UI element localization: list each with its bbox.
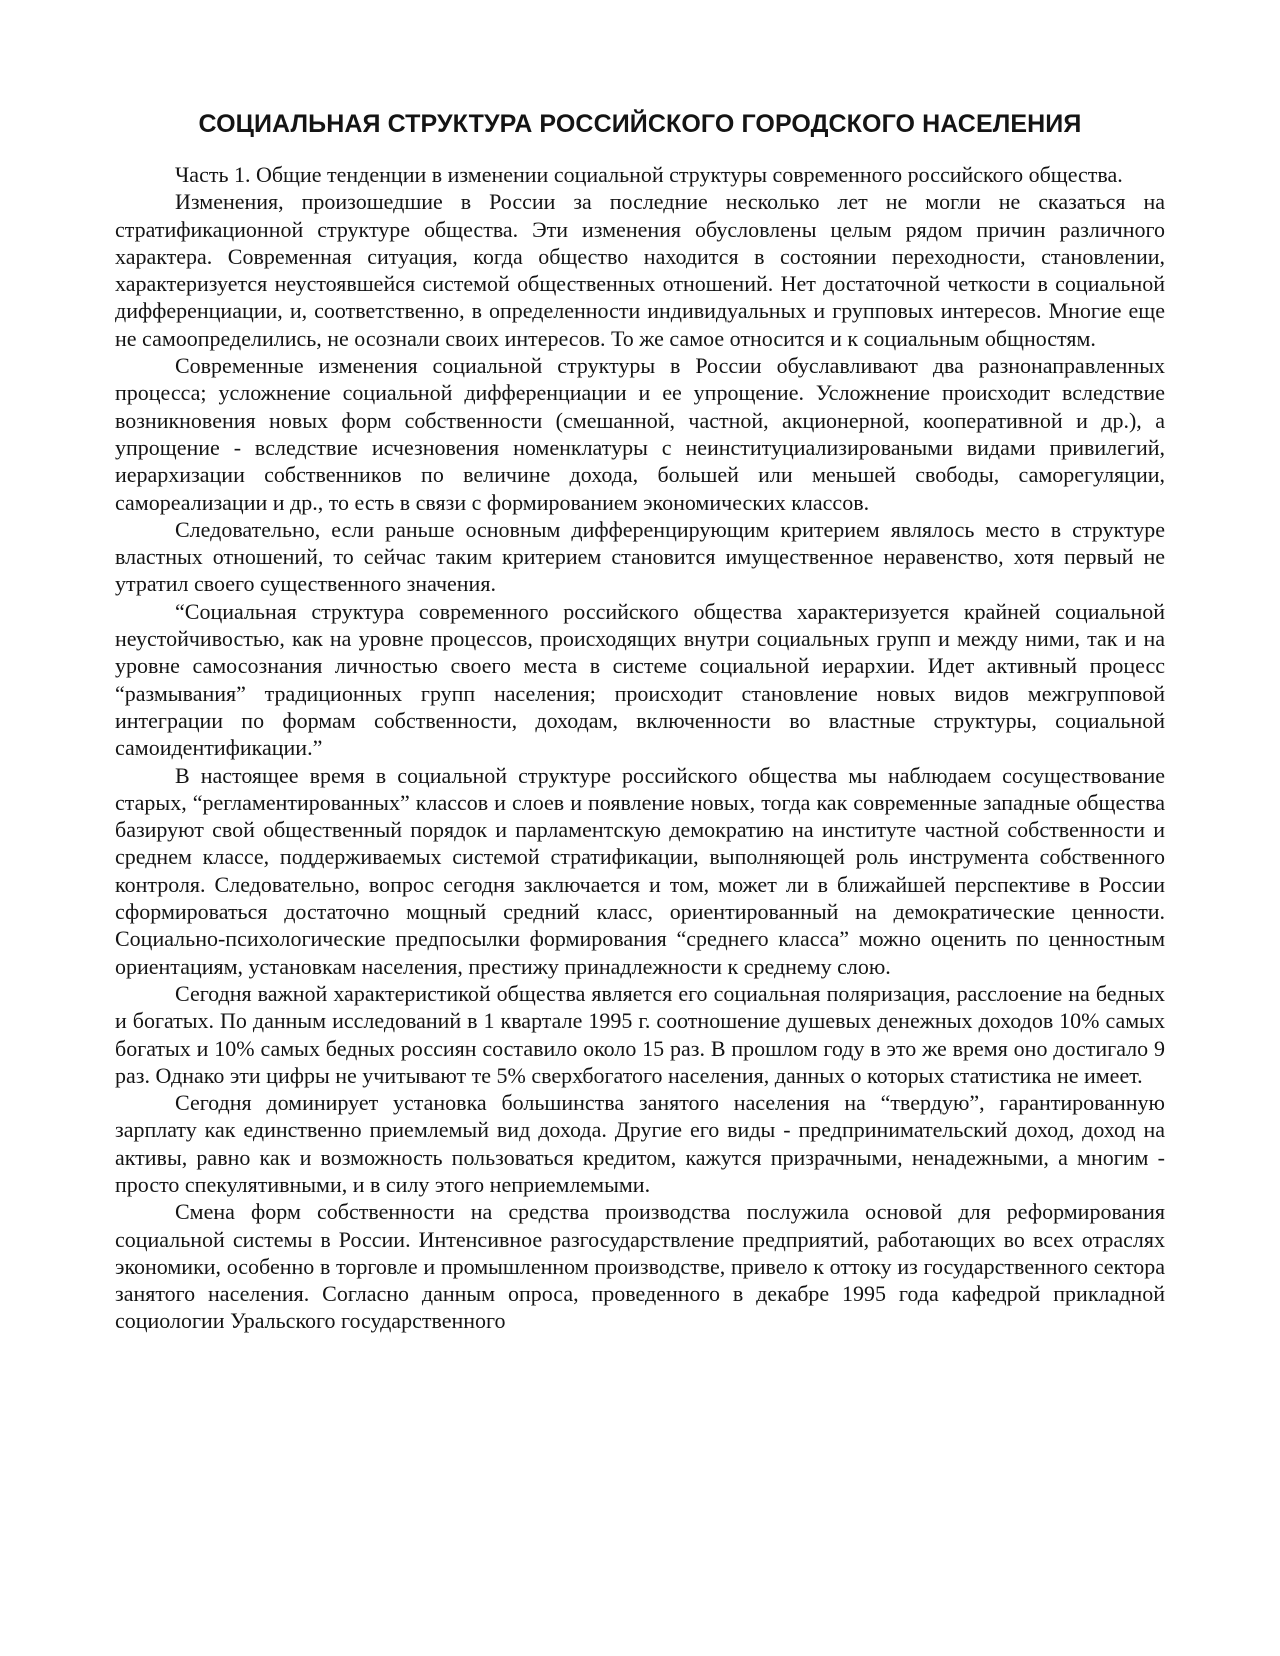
- paragraph: “Социальная структура современного российского общества характеризуется крайней социальной неустойчивостью, как на уровне процессов, происходящих внутри социальных групп и между ними, так и на уровне самосознания личностью своего места в системе социальной иерархии. Идет активный процесс “размывания” традиционных групп населения; происходит становление новых видов межгрупповой интеграции по формам собственности, доходам, включенности во властные структуры, социальной самоидентификации.”: [115, 598, 1165, 761]
- document-page: [115, 110, 1165, 1335]
- paragraph: Смена форм собственности на средства производства послужила основой для реформирования социальной системы в России. Интенсивное разгосударствление предприятий, работающих во всех отраслях экономики, особенно в торговле и промышленном производстве, привело к оттоку из государственного сектора занятого населения. Согласно данным опроса, проведенного в декабре 1995 года кафедрой прикладной социологии Уральского государственного: [115, 1199, 1165, 1334]
- document-title: СОЦИАЛЬНАЯ СТРУКТУРА РОССИЙСКОГО ГОРОДСКОГО НАСЕЛЕНИЯ: [198, 110, 1082, 138]
- paragraph: Современные изменения социальной структуры в России обуславливают два разнонаправленных процесса; усложнение социальной дифференциации и ее упрощение. Усложнение происходит вследствие возникновения новых форм собственности (смешанной, частной, акционерной, кооперативной и др.), а упрощение - вследствие исчезновения номенклатуры с неинституциализироваными видами привилегий, иерархизации собственников по величине дохода, большей или меньшей свободы, саморегуляции, самореализации и др., то есть в связи с формированием экономических классов.: [115, 353, 1165, 515]
- paragraph: Следовательно, если раньше основным дифференцирующим критерием являлось место в структуре властных отношений, то сейчас таким критерием становится имущественное неравенство, хотя первый не утратил своего существенного значения.: [115, 516, 1165, 597]
- paragraph: Сегодня доминирует установка большинства занятого населения на “твердую”, гарантированную зарплату как единственно приемлемый вид дохода. Другие его виды - предпринимательский доход, доход на активы, равно как и возможность пользоваться кредитом, кажутся призрачными, ненадежными, а многим - просто спекулятивными, и в силу этого неприемлемыми.: [115, 1090, 1165, 1197]
- paragraph: Сегодня важной характеристикой общества является его социальная поляризация, расслоение на бедных и богатых. По данным исследований в 1 квартале 1995 г. соотношение душевых денежных доходов 10% самых богатых и 10% самых бедных россиян составило около 15 раз. В прошлом году в это же время оно достигало 9 раз. Однако эти цифры не учитывают те 5% сверхбогатого населения, данных о которых статистика не имеет.: [115, 980, 1165, 1088]
- paragraph: В настоящее время в социальной структуре российского общества мы наблюдаем сосуществование старых, “регламентированных” классов и слоев и появление новых, тогда как современные западные общества базируют свой общественный порядок и парламентскую демократию на институте частной собственности и среднем классе, поддерживаемых системой стратификации, выполняющей роль инструмента собственного контроля. Следовательно, вопрос сегодня заключается и том, может ли в ближайшей перспективе в России сформироваться достаточно мощный средний класс, ориентированный на демократические ценности. Социально-психологические предпосылки формирования “среднего класса” можно оценить по ценностным ориентациям, установкам населения, престижу принадлежности к среднему слою.: [115, 762, 1165, 979]
- paragraph-part-heading: Часть 1. Общие тенденции в изменении социальной структуры современного российского общества.: [175, 162, 1123, 187]
- paragraph: Изменения, произошедшие в России за последние несколько лет не могли не сказаться на стратификационной структуре общества. Эти изменения обусловлены целым рядом причин различного характера. Современная ситуация, когда общество находится в состоянии переходности, становлении, характеризуется неустоявшейся системой общественных отношений. Нет достаточной четкости в социальной дифференциации, и, соответственно, в определенности индивидуальных и групповых интересов. Многие еще не самоопределились, не осознали своих интересов. То же самое относится и к социальным общностям.: [115, 189, 1165, 351]
